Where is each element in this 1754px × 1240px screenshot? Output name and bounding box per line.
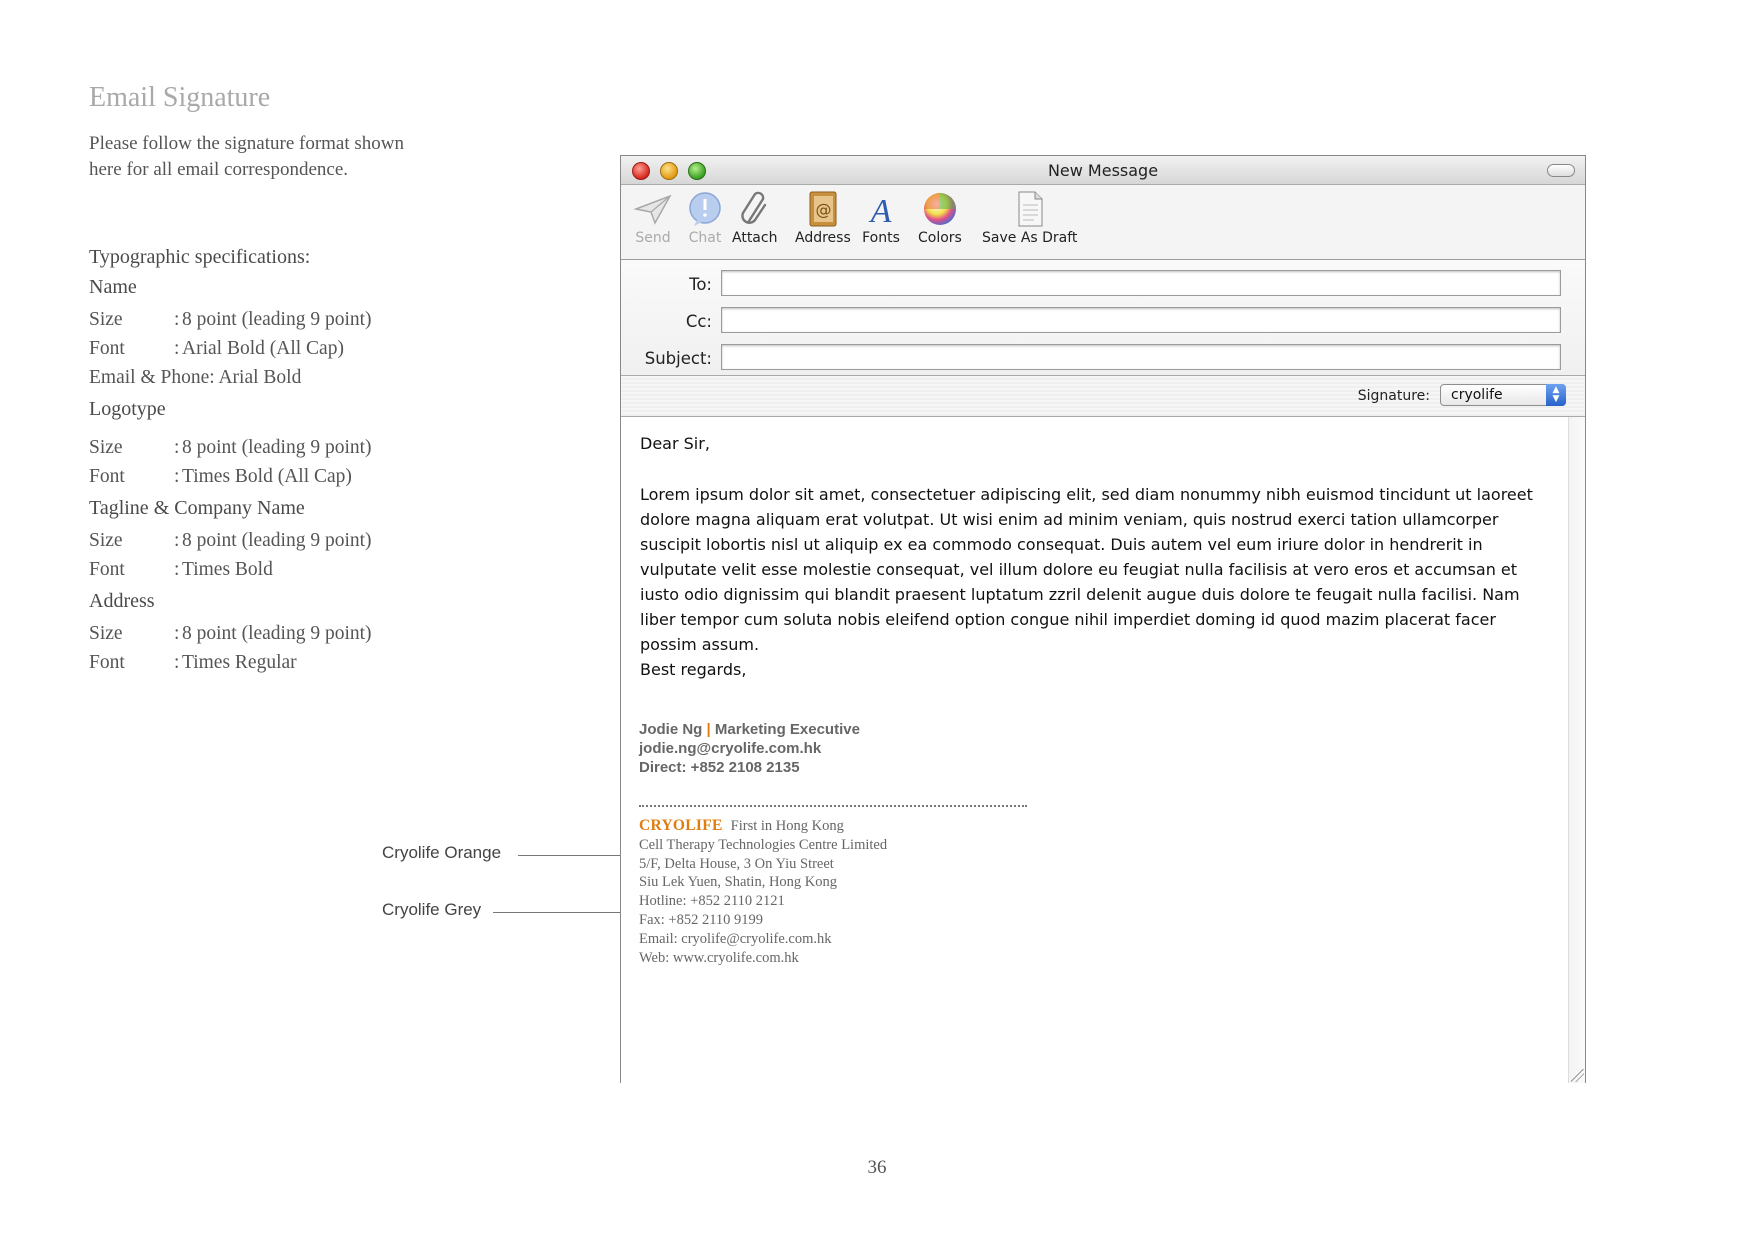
page-title: Email Signature [89, 82, 271, 113]
subject-row [621, 344, 1585, 374]
save-as-draft-label: Save As Draft [982, 230, 1078, 246]
spec-key: Size [89, 622, 123, 644]
svg-text:A: A [870, 193, 892, 229]
message-body[interactable] [621, 417, 1585, 1083]
signature-bar [621, 376, 1585, 417]
callout-orange-label: Cryolife Orange [382, 843, 502, 862]
subject-field[interactable] [721, 344, 1561, 370]
spec-row [89, 648, 372, 677]
spec-key: Font [89, 337, 125, 359]
website: Web: www.cryolife.com.hk [639, 949, 799, 966]
spec-row [89, 363, 372, 392]
spec-value: 8 point (leading 9 point) [182, 529, 372, 551]
to-field[interactable] [721, 270, 1561, 296]
general-email: Email: cryolife@cryolife.com.hk [639, 930, 832, 947]
spec-row [89, 433, 372, 462]
spec-key: Font [89, 558, 125, 580]
address-book-icon [803, 189, 843, 229]
chat-button[interactable] [685, 189, 725, 246]
spec-row [89, 462, 372, 491]
spec-email-phone: Email & Phone: Arial Bold [89, 366, 302, 388]
signature-select[interactable] [1440, 384, 1566, 406]
spec-value: Arial Bold (All Cap) [182, 337, 344, 359]
send-icon [633, 189, 673, 229]
svg-text:@: @ [815, 200, 832, 219]
body-paragraph: Lorem ipsum dolor sit amet, consectetuer adipiscing elit, sed diam nonummy nibh euismod tincidunt ut laoreet dolore magna aliquam erat volutpat. Ut wisi enim ad minim veniam, quis nostrud exerci tation ullamcorper suscipit lobortis nisl ut aliquip ex ea commodo consequat. Duis autem vel eum iriure dolor in hendrerit in vulputate velit esse molestie consequat, vel illum dolore eu feugiat nulla facilisis at vero eros et accumsan et iusto odio dignissim qui blandit praesent luptatum zzril delenit augue duis dolore te feugait nulla facilisi. Nam liber tempor cum soluta nobis eleifend option congue nihil imperdiet doming id quod mazim placerat facer possim assum. [640, 485, 1533, 654]
toolbar-toggle-button[interactable] [1547, 164, 1575, 177]
colors-button[interactable] [918, 189, 962, 246]
chat-icon [685, 189, 725, 229]
callout-grey-label: Cryolife Grey [382, 900, 482, 919]
logo-line [639, 817, 887, 836]
toolbar [621, 185, 1585, 260]
address-label: Address [795, 230, 851, 246]
subject-label: Subject: [644, 349, 712, 368]
spec-value: 8 point (leading 9 point) [182, 436, 372, 458]
to-row [621, 270, 1585, 300]
logotype-heading: Logotype [89, 398, 166, 420]
spec-row [89, 526, 372, 555]
spec-row [89, 334, 372, 363]
signature-separator: | [706, 721, 711, 738]
resize-grip-icon[interactable] [1571, 1069, 1584, 1082]
address-line: Siu Lek Yuen, Shatin, Hong Kong [639, 874, 838, 891]
spec-row [89, 619, 372, 648]
spec-colon: : [174, 308, 180, 330]
cc-label: Cc: [685, 312, 712, 331]
specs-heading: Typographic specifications: [89, 246, 311, 268]
closing: Best regards, [640, 660, 747, 679]
select-arrows-icon: ▲ ▼ [1546, 384, 1566, 406]
signature-direct: Direct: +852 2108 2135 [639, 759, 800, 776]
fonts-icon [861, 189, 901, 229]
signature-name-block [639, 720, 860, 777]
vertical-scrollbar[interactable] [1568, 417, 1585, 1083]
page-number: 36 [867, 1157, 887, 1178]
company-name: Cell Therapy Technologies Centre Limited [639, 836, 888, 853]
new-message-window [620, 155, 1586, 1083]
spec-colon: : [174, 337, 180, 359]
callout-grey-line [493, 912, 638, 913]
signature-address-block [639, 817, 887, 967]
tagline: First in Hong Kong [730, 818, 844, 834]
intro-text [89, 131, 469, 183]
signature-name-line [639, 720, 860, 739]
title-bar[interactable] [621, 156, 1585, 185]
spec-colon: : [174, 529, 180, 551]
spec-colon: : [174, 622, 180, 644]
spec-key: Font [89, 465, 125, 487]
address-fields [621, 260, 1585, 376]
typographic-specs [89, 246, 372, 677]
save-as-draft-button[interactable] [982, 189, 1077, 246]
cryolife-logotype: CRYOLIFE [639, 817, 723, 834]
intro-line: Please follow the signature format shown [89, 133, 405, 154]
paperclip-icon [735, 189, 775, 229]
address-line: 5/F, Delta House, 3 On Yiu Street [639, 855, 834, 872]
signature-label: Signature: [1357, 388, 1430, 404]
address-heading: Address [89, 590, 155, 612]
spec-key: Size [89, 529, 123, 551]
cc-field[interactable] [721, 307, 1561, 333]
tagline-heading: Tagline & Company Name [89, 497, 305, 519]
signature-email: jodie.ng@cryolife.com.hk [639, 740, 822, 757]
spec-row [89, 305, 372, 334]
spec-row [89, 555, 372, 584]
cc-row [621, 307, 1585, 337]
spec-colon: : [174, 465, 180, 487]
color-wheel-icon [920, 189, 960, 229]
hotline: Hotline: +852 2110 2121 [639, 893, 785, 910]
spec-colon: : [174, 436, 180, 458]
spec-value: Times Regular [182, 651, 297, 673]
fax: Fax: +852 2110 9199 [639, 911, 764, 928]
address-button[interactable] [795, 189, 851, 246]
spec-value: 8 point (leading 9 point) [182, 622, 372, 644]
spec-key: Size [89, 436, 123, 458]
chat-label: Chat [688, 230, 722, 246]
spec-colon: : [174, 558, 180, 580]
dotted-divider [639, 805, 1027, 807]
send-label: Send [635, 230, 671, 246]
signature-role: Marketing Executive [714, 721, 860, 738]
fonts-label: Fonts [862, 230, 900, 246]
spec-key: Font [89, 651, 125, 673]
send-button[interactable] [633, 189, 673, 246]
spec-colon: : [174, 651, 180, 673]
attach-button[interactable] [732, 189, 777, 246]
signature-name: Jodie Ng [639, 721, 703, 738]
spec-value: Times Bold [182, 558, 273, 580]
document-icon [1010, 189, 1050, 229]
fonts-button[interactable] [861, 189, 901, 246]
attach-label: Attach [732, 230, 778, 246]
spec-value: 8 point (leading 9 point) [182, 308, 372, 330]
intro-line: here for all email correspondence. [89, 159, 349, 180]
greeting: Dear Sir, [640, 434, 710, 453]
window-title: New Message [1047, 161, 1159, 180]
spec-key: Size [89, 308, 123, 330]
to-label: To: [689, 275, 712, 294]
spec-value: Times Bold (All Cap) [182, 465, 352, 487]
colors-label: Colors [918, 230, 962, 246]
name-heading: Name [89, 276, 137, 298]
signature-value: cryolife [1451, 387, 1503, 403]
